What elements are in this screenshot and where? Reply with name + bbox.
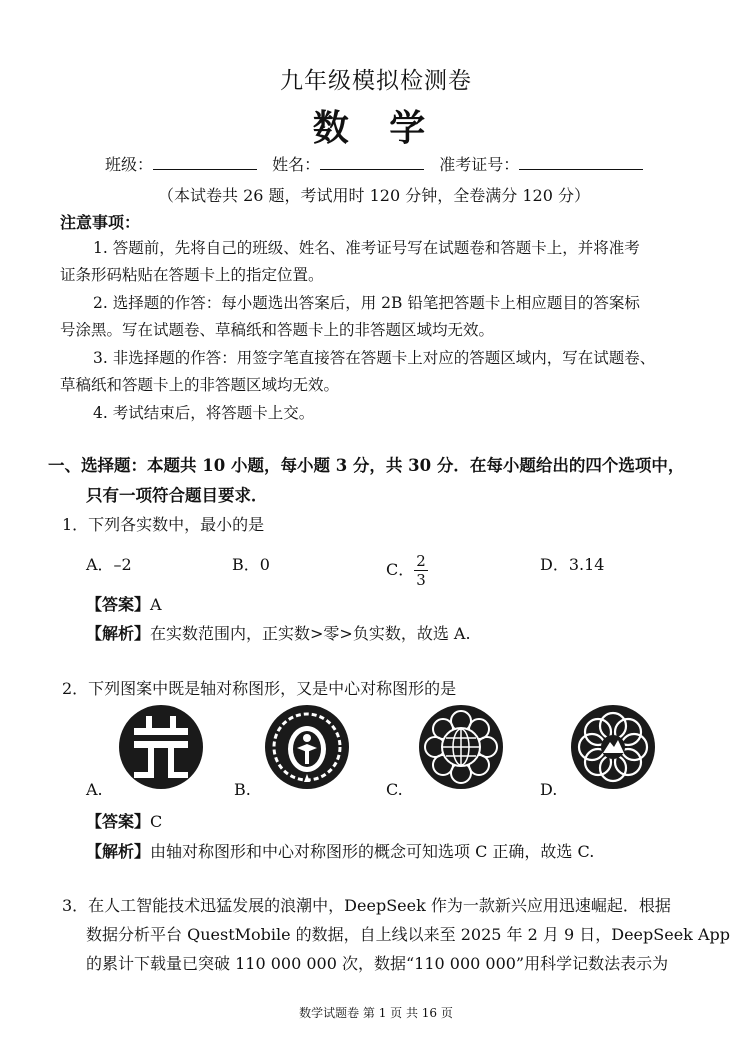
answer-value: A — [150, 595, 162, 614]
q1-option-d: D．3.14 — [540, 555, 605, 574]
exam-subtitle: 九年级模拟检测卷 — [280, 68, 472, 94]
q1-option-c — [386, 552, 428, 589]
answer-value: C — [150, 812, 163, 831]
note-line: 草稿纸和答题卡上的非答题区域均无效。 — [60, 376, 340, 394]
note-line: 号涂黑。写在试题卷、草稿纸和答题卡上的非答题区域均无效。 — [60, 321, 495, 339]
class-label: 班级： — [105, 155, 154, 174]
question-3-line: 3．在人工智能技术迅猛发展的浪潮中，DeepSeek 作为一款新兴应用迅速崛起．根据 — [62, 896, 671, 915]
emblem-c-icon — [418, 704, 504, 790]
q2-option-c: C. — [386, 780, 403, 799]
fraction-denominator: 3 — [416, 571, 426, 589]
q2-option-d: D. — [540, 780, 558, 799]
fraction — [414, 552, 428, 589]
question-3-line: 的累计下载量已突破 110 000 000 次，数据“110 000 000”用科学记数法表示为 — [86, 954, 669, 973]
exam-id-blank — [519, 155, 643, 170]
note-line: 3. 非选择题的作答：用签字笔直接答在答题卡上对应的答题区域内，写在试题卷、 — [93, 349, 656, 367]
q2-option-a: A. — [86, 780, 103, 799]
subject-title: 数 学 — [312, 107, 440, 149]
question-1-stem: 1．下列各实数中，最小的是 — [62, 515, 265, 534]
exam-info: （本试卷共 26 题，考试用时 120 分钟，全卷满分 120 分） — [158, 186, 590, 205]
note-line: 2. 选择题的作答：每小题选出答案后，用 2B 铅笔把答题卡上相应题目的答案标 — [93, 294, 640, 312]
emblem-d-icon — [570, 704, 656, 790]
analysis-text: 在实数范围内，正实数>零>负实数，故选 A. — [150, 624, 471, 643]
student-info-line — [105, 152, 643, 175]
q1-option-a: A．–2 — [86, 555, 132, 574]
class-blank — [153, 155, 257, 170]
analysis-text: 由轴对称图形和中心对称图形的概念可知选项 C 正确，故选 C. — [150, 842, 595, 861]
note-line: 证条形码粘贴在答题卡上的指定位置。 — [60, 266, 324, 284]
q1-analysis — [86, 621, 471, 644]
q2-answer — [86, 809, 162, 832]
q2-option-b: B. — [234, 780, 251, 799]
exam-id-label: 准考证号： — [439, 155, 520, 174]
answer-label: 【答案】 — [86, 595, 151, 614]
q1-option-c-label: C． — [386, 560, 415, 579]
name-label: 姓名： — [272, 155, 321, 174]
emblem-b-icon — [264, 704, 350, 790]
notes-heading: 注意事项： — [60, 213, 141, 232]
section-heading: 一、选择题：本题共 10 小题，每小题 3 分，共 30 分．在每小题给出的四个选项中， — [48, 456, 685, 475]
page-footer: 数学试题卷 第 1 页 共 16 页 — [299, 1006, 453, 1020]
analysis-label: 【解析】 — [86, 624, 151, 643]
name-blank — [320, 155, 424, 170]
q1-answer — [86, 592, 162, 615]
q2-analysis — [86, 839, 594, 862]
q1-option-b: B．0 — [232, 555, 270, 574]
emblem-a-icon — [118, 704, 204, 790]
answer-label: 【答案】 — [86, 812, 151, 831]
fraction-numerator: 2 — [416, 552, 426, 570]
note-line: 4. 考试结束后，将答题卡上交。 — [93, 404, 315, 422]
note-line: 1. 答题前，先将自己的班级、姓名、准考证号写在试题卷和答题卡上，并将准考 — [93, 239, 640, 257]
question-3-line: 数据分析平台 QuestMobile 的数据，自上线以来至 2025 年 2 月 9 日，DeepSeek App — [86, 925, 730, 944]
question-2-stem: 2．下列图案中既是轴对称图形，又是中心对称图形的是 — [62, 679, 457, 698]
analysis-label: 【解析】 — [86, 842, 151, 861]
section-heading-cont: 只有一项符合题目要求． — [86, 486, 268, 505]
